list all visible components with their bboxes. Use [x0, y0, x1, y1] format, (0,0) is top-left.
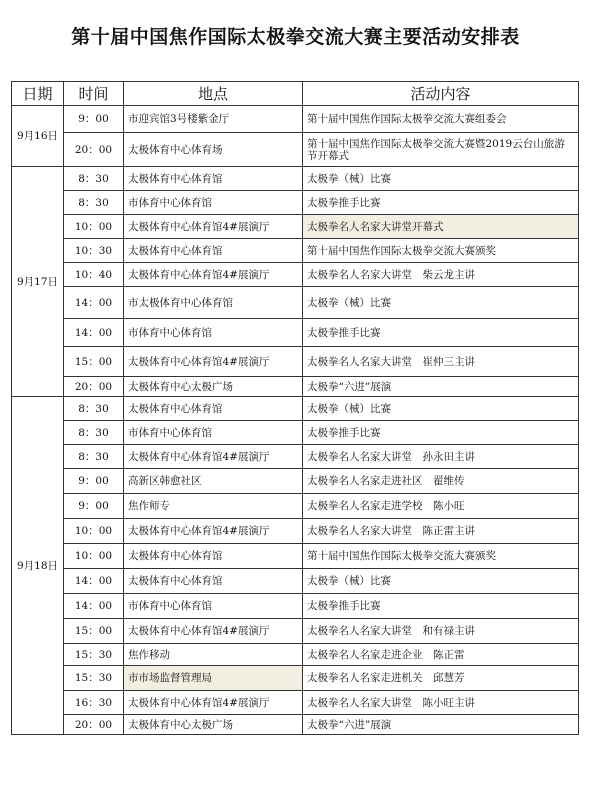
table-row	[12, 494, 579, 519]
header-activity: 活动内容	[303, 82, 579, 106]
time-cell: 15：00	[64, 347, 124, 377]
time-cell: 9：00	[64, 494, 124, 519]
table-row	[12, 167, 579, 191]
time-cell: 14：00	[64, 287, 124, 319]
activity-cell: 太极拳名人名家大讲堂 陈正雷主讲	[303, 519, 579, 544]
place-cell: 太极体育中心体育馆	[124, 167, 303, 191]
place-cell: 太极体育中心体育馆4#展演厅	[124, 691, 303, 715]
table-row	[12, 377, 579, 397]
place-cell: 太极体育中心体育场	[124, 133, 303, 167]
date-cell: 9月16日	[12, 106, 64, 167]
activity-cell: 太极拳名人名家走进社区 翟维传	[303, 469, 579, 494]
time-cell: 16：30	[64, 691, 124, 715]
header-time: 时间	[64, 82, 124, 106]
place-cell: 太极体育中心体育馆4#展演厅	[124, 519, 303, 544]
activity-cell: 太极拳名人名家大讲堂开幕式	[303, 215, 579, 239]
table-row	[12, 569, 579, 594]
page-title: 第十届中国焦作国际太极拳交流大赛主要活动安排表	[71, 26, 520, 48]
activity-cell: 第十届中国焦作国际太极拳交流大赛组委会	[303, 106, 579, 133]
place-cell: 太极体育中心体育馆	[124, 239, 303, 263]
place-cell: 市体育中心体育馆	[124, 319, 303, 347]
time-cell: 10：40	[64, 263, 124, 287]
table-row	[12, 287, 579, 319]
time-cell: 8：30	[64, 445, 124, 469]
time-cell: 10：30	[64, 239, 124, 263]
time-cell: 8：30	[64, 421, 124, 445]
place-cell: 太极体育中心太极广场	[124, 377, 303, 397]
schedule-table	[11, 81, 579, 735]
place-cell: 太极体育中心太极广场	[124, 715, 303, 735]
activity-cell: 太极拳名人名家走进企业 陈正雷	[303, 644, 579, 666]
header-place: 地点	[124, 82, 303, 106]
place-cell: 市体育中心体育馆	[124, 191, 303, 215]
table-row	[12, 263, 579, 287]
date-cell: 9月17日	[12, 167, 64, 397]
activity-cell: 太极拳（械）比赛	[303, 167, 579, 191]
activity-cell: 太极拳推手比赛	[303, 191, 579, 215]
activity-cell: 太极拳名人名家大讲堂 柴云龙主讲	[303, 263, 579, 287]
table-row	[12, 397, 579, 421]
activity-cell: 第十届中国焦作国际太极拳交流大赛暨2019云台山旅游节开幕式	[303, 133, 579, 167]
time-cell: 8：30	[64, 191, 124, 215]
time-cell: 20：00	[64, 715, 124, 735]
activity-cell: 太极拳推手比赛	[303, 421, 579, 445]
place-cell: 市市场监督管理局	[124, 666, 303, 691]
date-cell: 9月18日	[12, 397, 64, 735]
table-row	[12, 619, 579, 644]
time-cell: 15：30	[64, 644, 124, 666]
time-cell: 15：30	[64, 666, 124, 691]
activity-cell: 太极拳推手比赛	[303, 319, 579, 347]
table-row	[12, 106, 579, 133]
place-cell: 太极体育中心体育馆	[124, 544, 303, 569]
table-row	[12, 691, 579, 715]
table-row	[12, 469, 579, 494]
activity-cell: 太极拳“六进”展演	[303, 715, 579, 735]
time-cell: 14：00	[64, 594, 124, 619]
time-cell: 10：00	[64, 215, 124, 239]
place-cell: 太极体育中心体育馆	[124, 397, 303, 421]
schedule-body	[12, 106, 579, 735]
place-cell: 太极体育中心体育馆4#展演厅	[124, 263, 303, 287]
activity-cell: 太极拳（械）比赛	[303, 397, 579, 421]
table-row	[12, 191, 579, 215]
time-cell: 15：00	[64, 619, 124, 644]
time-cell: 10：00	[64, 544, 124, 569]
place-cell: 太极体育中心体育馆4#展演厅	[124, 619, 303, 644]
table-row	[12, 715, 579, 735]
table-row	[12, 319, 579, 347]
place-cell: 焦作师专	[124, 494, 303, 519]
table-row	[12, 445, 579, 469]
place-cell: 高新区韩愈社区	[124, 469, 303, 494]
place-cell: 太极体育中心体育馆4#展演厅	[124, 445, 303, 469]
activity-cell: 太极拳（械）比赛	[303, 287, 579, 319]
activity-cell: 太极拳名人名家大讲堂 陈小旺主讲	[303, 691, 579, 715]
activity-cell: 第十届中国焦作国际太极拳交流大赛颁奖	[303, 544, 579, 569]
table-row	[12, 215, 579, 239]
time-cell: 9：00	[64, 469, 124, 494]
place-cell: 市体育中心体育馆	[124, 594, 303, 619]
header-date: 日期	[12, 82, 64, 106]
place-cell: 市迎宾馆3号楼紫金厅	[124, 106, 303, 133]
table-row	[12, 421, 579, 445]
table-row	[12, 347, 579, 377]
activity-cell: 太极拳推手比赛	[303, 594, 579, 619]
activity-cell: 太极拳名人名家大讲堂 孙永田主讲	[303, 445, 579, 469]
activity-cell: 太极拳名人名家大讲堂 和有禄主讲	[303, 619, 579, 644]
activity-cell: 第十届中国焦作国际太极拳交流大赛颁奖	[303, 239, 579, 263]
time-cell: 8：30	[64, 397, 124, 421]
table-row	[12, 594, 579, 619]
place-cell: 太极体育中心体育馆	[124, 569, 303, 594]
time-cell: 14：00	[64, 569, 124, 594]
table-row	[12, 666, 579, 691]
activity-cell: 太极拳名人名家走进机关 邱慧芳	[303, 666, 579, 691]
time-cell: 8：30	[64, 167, 124, 191]
time-cell: 10：00	[64, 519, 124, 544]
time-cell: 14：00	[64, 319, 124, 347]
activity-cell: 太极拳“六进”展演	[303, 377, 579, 397]
table-row	[12, 133, 579, 167]
place-cell: 焦作移动	[124, 644, 303, 666]
table-row	[12, 644, 579, 666]
place-cell: 市太极体育中心体育馆	[124, 287, 303, 319]
place-cell: 太极体育中心体育馆4#展演厅	[124, 347, 303, 377]
time-cell: 9：00	[64, 106, 124, 133]
table-row	[12, 519, 579, 544]
table-row	[12, 544, 579, 569]
activity-cell: 太极拳名人名家走进学校 陈小旺	[303, 494, 579, 519]
activity-cell: 太极拳（械）比赛	[303, 569, 579, 594]
activity-cell: 太极拳名人名家大讲堂 崔仲三主讲	[303, 347, 579, 377]
time-cell: 20：00	[64, 377, 124, 397]
place-cell: 太极体育中心体育馆4#展演厅	[124, 215, 303, 239]
place-cell: 市体育中心体育馆	[124, 421, 303, 445]
table-row	[12, 239, 579, 263]
header-row	[12, 82, 579, 106]
time-cell: 20：00	[64, 133, 124, 167]
